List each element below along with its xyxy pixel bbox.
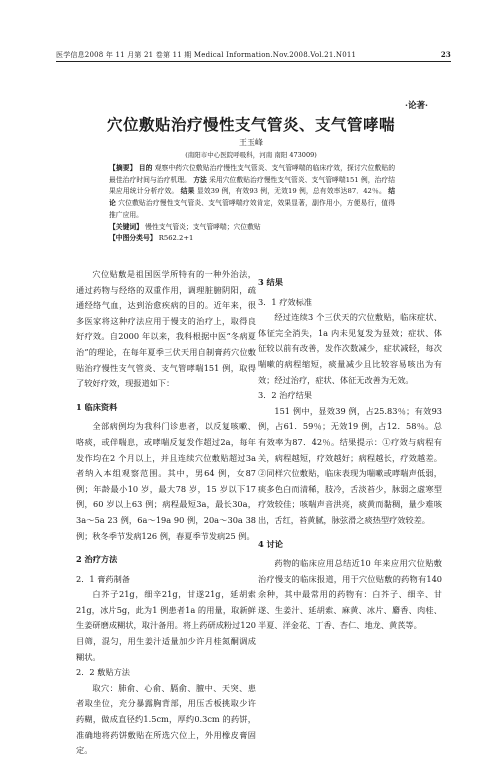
article-title: 穴位敷贴治疗慢性支气管炎、支气管哮喘	[106, 115, 395, 134]
goal-text: 观察中药穴位敷贴治疗慢性支气管炎、支气管哮喘的临床疗效，探讨穴位敷贴的最佳治疗时间与治疗机理。	[109, 164, 396, 184]
column-tag: ·论著·	[405, 101, 428, 111]
result-label: 结果	[180, 187, 195, 196]
section-3-heading: 3 结果	[258, 277, 283, 287]
section-3-1-heading: 3．1 疗效标准	[258, 296, 312, 307]
section-2-1-text: 白芥子21g，细辛21g，甘遂21g，延胡索21g，冰片5g，此为1 例患者1a 的用量，取新鲜生姜研磨成糊状，取汁备用。将上药研成粉过120 目筛，混匀，用生姜汁适量加少许月桂氮酮调成糊状。	[76, 589, 256, 662]
abstract-label: 【摘要】	[109, 164, 137, 172]
section-3-2-heading: 3．2 治疗结果	[258, 390, 312, 401]
keywords-text: 慢性支气管炎；支气管哮喘；穴位敷贴	[145, 222, 261, 231]
clc-number	[109, 233, 395, 245]
section-2-heading: 2 治疗方法	[76, 554, 118, 565]
section-2-2-text: 取穴：肺俞、心俞、膈俞、膻中、天突、患者取坐位，充分暴露胸背部，用压舌板挑取少许药糊，做成直径约1.5cm，厚约0.3cm 的药饼，准确地将药饼敷贴在所选穴位上，外用橡皮膏固定。	[76, 682, 256, 756]
section-4-text: 药物的临床应用总结近10 年来应用穴位贴敷治疗慢支的临床报道，用于穴位贴敷的药物有140余种，其中最常用的药物有：白芥子、细辛、甘遂、生姜汁、延胡索、麻黄、冰片、麝香、肉桂、半夏、洋金花、丁香、杏仁、地龙、黄芪等。	[258, 558, 442, 631]
section-3-2-text: 151 例中，显效39 例，占25.83％；有效93 例，占61．59％；无效19 例，占12．58％。总有效率为87．42％。结果提示：①疗效与病程有关，病程越短，疗效越好；病程越长，疗效越差。②同样穴位敷贴，临床表现为喘嗽或哮喘声低弱，痰多色白而清稀，肢冷，舌淡苔少，脉弱之虚寒型疗效较佳；咳喘声音洪亮，痰黄而黏稠，量少难咳出，舌红，苔黄腻，脉弦滑之痰热型疗效较差。	[258, 405, 442, 525]
method-text: 采用穴位敷贴治疗慢性支气管炎、支气管哮喘151 例，治疗结果应用统计分析疗效。	[109, 175, 395, 196]
intro-paragraph: 穴位贴敷是祖国医学所特有的一种外治法，通过药物与经络的双重作用，调理脏腑阴阳，疏通经络气血，达到治愈疾病的目的。近年来，很多医家将这种疗法应用于慢支的治疗上，取得良好疗效。自2000 年以来，我科根据中医“冬病夏治”的理论，在每年夏季三伏天用自制膏药穴位敷贴治疗慢性支气管炎、支气管哮喘151 例，取得了较好疗效，现报道如下：	[76, 269, 256, 389]
section-1-heading: 1 临床资料	[76, 401, 118, 412]
running-head-text: 医学信息2008 年 11 月第 21 卷第 11 期 Medical Information.Nov.2008.Vol.21.N011	[56, 51, 357, 59]
section-2-2-heading: 2．2 敷贴方法	[76, 667, 130, 678]
left-column	[76, 267, 256, 759]
clc-text: R562.2+1	[158, 234, 194, 243]
result-text: 显效39 例，有效93 例，无效19 例，总有效率达87．42％。	[196, 187, 386, 196]
author: 王玉峰	[239, 138, 263, 147]
abstract	[109, 163, 395, 245]
right-column	[258, 267, 442, 634]
clc-label: 【中图分类号】	[109, 234, 157, 243]
affiliation: (南阳市中心医院呼吸科，河南 南阳 473009)	[185, 151, 317, 159]
conclusion-text: 穴位敷贴治疗慢性支气管炎、支气管哮喘疗效肯定，效果显著，副作用小，方便易行，值得推广应用。	[109, 199, 396, 219]
section-3-1-text: 经过连续3 个三伏天的穴位敷贴，临床症状、体征完全消失，1a 内未见复发为显效；症状、体征较以前有改善，发作次数减少，症状减轻，每次喘嗽的病程缩短，痰量减少且比较容易咳出为有效；经过治疗，症状、体征无改善为无效。	[258, 312, 442, 385]
header-rule	[56, 61, 451, 62]
section-4-heading: 4 讨论	[258, 538, 283, 549]
keywords	[109, 222, 395, 234]
page-number: 23	[440, 50, 451, 59]
running-head	[56, 50, 451, 60]
section-2-1-heading: 2．1 膏药制备	[76, 573, 130, 584]
keywords-label: 【关键词】	[109, 222, 143, 231]
section-1-text: 全部病例均为我科门诊患者，以反复咳嗽、咯痰，或伴喘息，或哮喘反复发作超过2a，每年发作均在2 个月以上，并且连续穴位敷贴超过3a 者纳入本组观察范围。其中，男64 例，女87 例；年龄最小10 岁，最大78 岁，15 岁以下17 例，60 岁以上63 例；病程最短3a，最长30a，3a～5a 23 例，6a～19a 90 例，20a～30a 38 例；秋冬季节发病126 例，春夏季节发病25 例。	[76, 421, 256, 541]
abstract-paragraph	[109, 163, 395, 222]
conclusion-label: 结论	[109, 187, 395, 208]
method-label: 方法	[193, 175, 207, 184]
goal-label: 目的	[138, 164, 153, 172]
